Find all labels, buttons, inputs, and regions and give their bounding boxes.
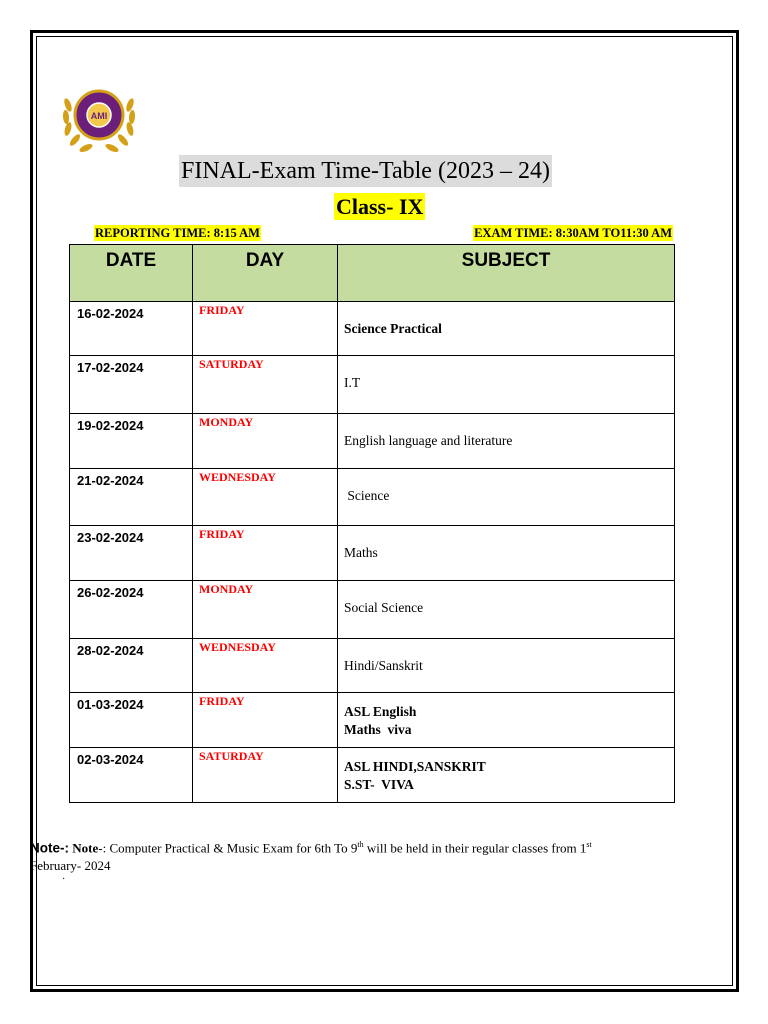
- row-date: 19-02-2024: [77, 418, 144, 433]
- row-date: 01-03-2024: [77, 697, 144, 712]
- row-date: 02-03-2024: [77, 752, 144, 767]
- row-subject-line: Maths viva: [344, 722, 412, 737]
- note-label: Note-:: [30, 840, 69, 856]
- row-date: 16-02-2024: [77, 306, 144, 321]
- header-date: DATE: [70, 245, 193, 302]
- row-subject: English language and literature: [344, 433, 513, 448]
- table-row: [70, 526, 675, 581]
- row-date: 21-02-2024: [77, 473, 144, 488]
- table-row: [70, 748, 675, 803]
- note-sup-a: th: [357, 840, 364, 849]
- row-day: SATURDAY: [199, 357, 264, 371]
- row-subject-line: ASL HINDI,SANSKRIT: [344, 759, 486, 774]
- row-subject: Hindi/Sanskrit: [344, 658, 423, 673]
- row-date: 23-02-2024: [77, 530, 144, 545]
- row-subject-line: S.ST- VIVA: [344, 777, 414, 792]
- table-row: [70, 302, 675, 356]
- row-subject: [338, 693, 674, 739]
- note-text-b: will be held in their regular classes from 1: [363, 840, 587, 856]
- row-day: FRIDAY: [199, 527, 245, 541]
- row-subject-line: ASL English: [344, 704, 417, 719]
- note-text-a: -: Computer Practical & Music Exam for 6th To 9: [98, 840, 358, 856]
- footnote: [30, 836, 710, 875]
- row-day: MONDAY: [199, 415, 254, 429]
- school-logo: [58, 85, 140, 157]
- row-day: WEDNESDAY: [199, 470, 276, 484]
- table-row: [70, 693, 675, 748]
- row-date: 26-02-2024: [77, 585, 144, 600]
- exam-time: EXAM TIME: 8:30AM TO11:30 AM: [474, 226, 672, 240]
- row-subject: Science Practical: [344, 321, 442, 336]
- table-row: [70, 639, 675, 693]
- table-row: [70, 469, 675, 526]
- row-date: 28-02-2024: [77, 643, 144, 658]
- row-subject: Social Science: [344, 600, 424, 615]
- table-row: [70, 581, 675, 639]
- table-row: [70, 414, 675, 469]
- row-day: MONDAY: [199, 582, 254, 596]
- row-day: SATURDAY: [199, 749, 264, 763]
- note-sup-b: st: [586, 840, 592, 849]
- class-label: Class- IX: [336, 194, 424, 219]
- row-subject: Maths: [344, 545, 378, 560]
- reporting-time: REPORTING TIME: 8:15 AM: [95, 226, 260, 240]
- timetable: [69, 244, 675, 803]
- table-header-row: [70, 245, 675, 302]
- page-title: FINAL-Exam Time-Table (2023 – 24): [179, 155, 552, 187]
- stray-dot: ·: [62, 874, 66, 885]
- row-subject: Science: [344, 488, 390, 503]
- logo-text: AMI: [90, 111, 108, 121]
- row-day: FRIDAY: [199, 694, 245, 708]
- row-subject: I.T: [344, 375, 361, 390]
- header-subject: SUBJECT: [338, 245, 675, 302]
- header-day: DAY: [193, 245, 338, 302]
- row-day: FRIDAY: [199, 303, 245, 317]
- row-date: 17-02-2024: [77, 360, 144, 375]
- row-subject: [338, 748, 674, 794]
- note-label-2: Note: [72, 840, 99, 856]
- table-row: [70, 356, 675, 414]
- note-text-c: February- 2024: [30, 858, 111, 874]
- row-day: WEDNESDAY: [199, 640, 276, 654]
